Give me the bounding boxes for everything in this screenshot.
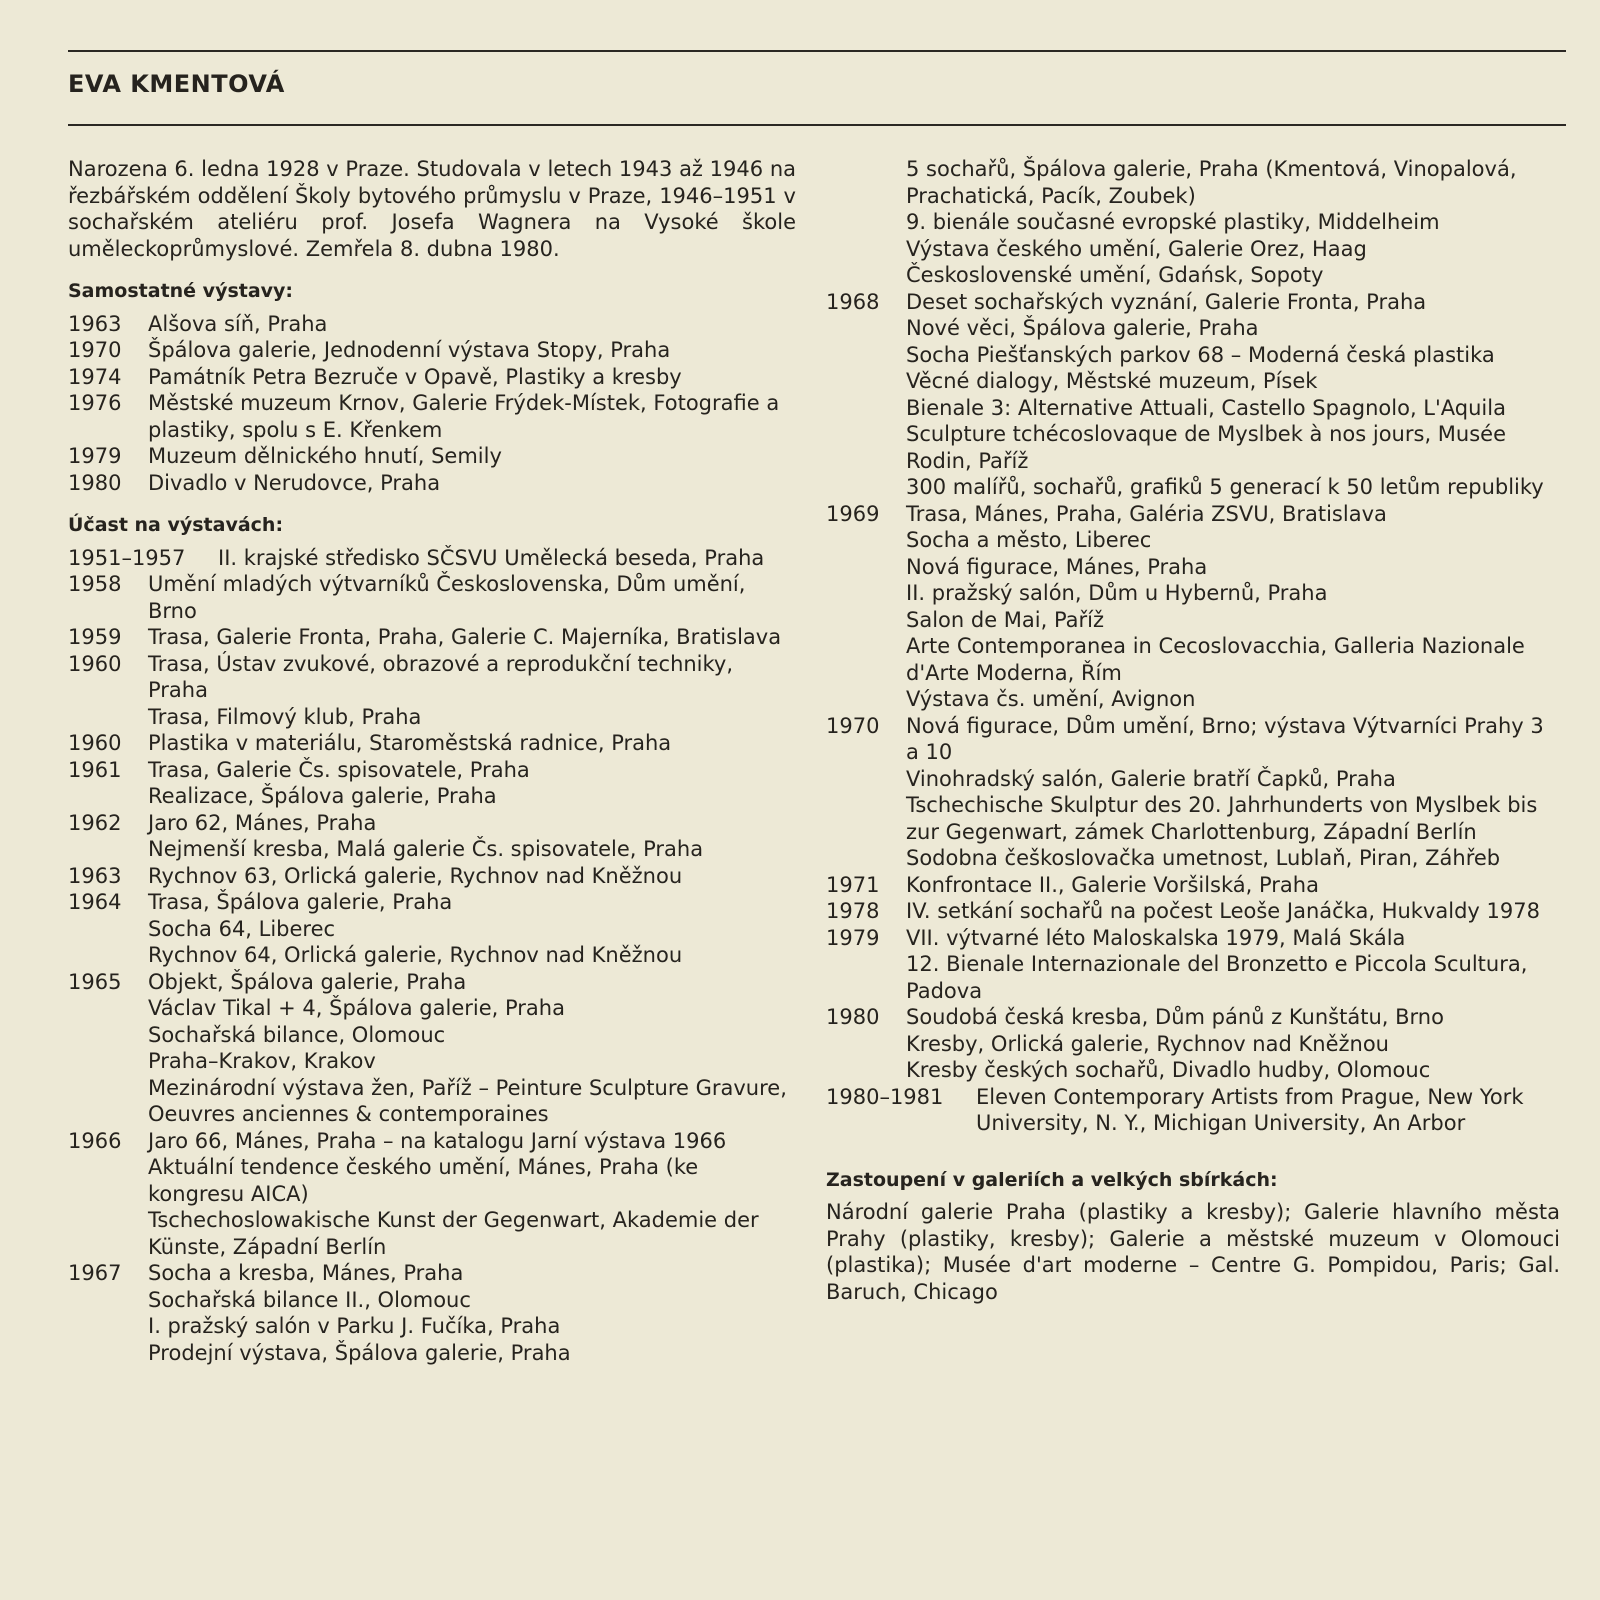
exhibition-entry	[68, 651, 796, 731]
entry-year: 1980	[68, 470, 122, 495]
entry-year: 1980	[826, 1005, 880, 1029]
entry-year: 1979	[826, 925, 880, 950]
entry-items	[906, 898, 1560, 925]
collections-text: Národní galerie Praha (plastiky a kresby); Galerie hlavního města Prahy (plastiky, kresby); Galerie a městské muzeum v Olomouci (plastika); Musée d'art moderne – Centre G. Pompidou, Paris; Gal. Baruch, Chicago	[826, 1200, 1560, 1304]
exhibition-entry	[826, 289, 1560, 501]
top-rule	[68, 50, 1566, 52]
exhibition-item: Trasa, Ústav zvukové, obrazové a reprodukční techniky, Praha	[148, 651, 734, 702]
exhibition-item: II. krajské středisko SČSVU Umělecká beseda, Praha	[218, 545, 765, 570]
entry-year: 1980–1981	[826, 1084, 944, 1109]
entry-year: 1964	[68, 890, 122, 914]
exhibition-item: Eleven Contemporary Artists from Prague, New York University, N. Y., Michigan University, An Arbor	[976, 1084, 1524, 1135]
exhibition-item: Realizace, Špálova galerie, Praha	[148, 784, 497, 808]
exhibition-item: Socha a město, Liberec	[906, 528, 1152, 552]
entry-items	[148, 311, 796, 338]
entry-items	[906, 872, 1560, 899]
entry-items	[976, 1084, 1560, 1137]
entry-items	[148, 443, 796, 470]
entry-year: 1960	[68, 651, 122, 676]
exhibition-item: Umění mladých výtvarníků Československa, Dům umění, Brno	[148, 572, 746, 623]
exhibition-entry	[826, 925, 1560, 1005]
entry-year: 1966	[68, 1128, 122, 1153]
exhibition-entry	[826, 501, 1560, 713]
exhibition-item: Praha–Krakov, Krakov	[148, 1049, 376, 1073]
entry-items	[148, 624, 796, 651]
exhibition-item: Trasa, Filmový klub, Praha	[148, 704, 422, 729]
group-heading: Účast na výstavách:	[68, 514, 284, 536]
exhibition-entry	[68, 364, 796, 391]
exhibition-item: Jaro 62, Mánes, Praha	[148, 810, 377, 835]
exhibition-item: Rychnov 64, Orlická galerie, Rychnov nad Kněžnou	[148, 943, 683, 967]
entry-year: 1951–1957	[68, 545, 186, 570]
exhibition-item: Nová figurace, Dům umění, Brno; výstava Výtvarníci Prahy 3 a 10	[906, 713, 1544, 764]
biography: Narozena 6. ledna 1928 v Praze. Studovala v letech 1943 až 1946 na řezbářském oddělení Školy bytového průmyslu v Praze, 1946–1951 v sochařském ateliéru prof. Josefa Wagnera na Vysoké škole uměleckoprůmyslové. Zemřela 8. dubna 1980.	[68, 157, 796, 261]
entry-year: 1968	[826, 289, 880, 314]
entry-items	[148, 364, 796, 391]
entry-year: 1978	[826, 899, 880, 923]
collections-heading: Zastoupení v galeriích a velkých sbírkách:	[826, 1168, 1278, 1191]
exhibition-item: Sodobna češkoslovačka umetnost, Lublaň, Piran, Záhřeb	[906, 846, 1501, 870]
entry-year: 1971	[826, 872, 880, 897]
exhibition-item: Nejmenší kresba, Malá galerie Čs. spisovatele, Praha	[148, 837, 704, 861]
exhibition-entry	[68, 1260, 796, 1366]
exhibition-item: Městské muzeum Krnov, Galerie Frýdek-Místek, Fotografie a plastiky, spolu s E. Křenkem	[148, 391, 780, 442]
entry-year: 1958	[68, 572, 122, 596]
exhibition-entry	[68, 337, 796, 364]
exhibition-item: 12. Bienale Internazionale del Bronzetto e Piccola Scultura, Padova	[906, 952, 1528, 1003]
entry-year: 1963	[68, 311, 122, 336]
entry-items	[906, 1004, 1560, 1084]
entry-year: 1969	[826, 501, 880, 526]
exhibition-item: Trasa, Galerie Čs. spisovatele, Praha	[148, 757, 530, 782]
solo-heading: Samostatné výstavy:	[68, 280, 294, 302]
exhibition-item: Václav Tikal + 4, Špálova galerie, Praha	[148, 996, 565, 1020]
exhibition-item: Památník Petra Bezruče v Opavě, Plastiky a kresby	[148, 364, 682, 389]
entry-year: 1979	[68, 444, 122, 468]
exhibition-item: Sochařská bilance, Olomouc	[148, 1022, 446, 1047]
entry-items	[148, 651, 796, 731]
exhibition-item: 300 malířů, sochařů, grafiků 5 generací k 50 letům republiky	[906, 475, 1544, 499]
exhibition-item: Plastika v materiálu, Staroměstská radnice, Praha	[148, 731, 672, 755]
group-exhibitions-list-continued	[826, 289, 1560, 1137]
left-column	[68, 156, 796, 1366]
exhibition-item: Mezinárodní výstava žen, Paříž – Peinture Sculpture Gravure, Oeuvres anciennes & contemporaines	[148, 1075, 787, 1126]
exhibition-item: Sculpture tchécoslovaque de Myslbek à nos jours, Musée Rodin, Paříž	[906, 422, 1506, 473]
entry-items	[906, 501, 1560, 713]
exhibition-entry	[68, 863, 796, 890]
entry-year: 1974	[68, 364, 122, 389]
exhibition-entry	[826, 872, 1560, 899]
exhibition-item: Trasa, Galerie Fronta, Praha, Galerie C. Majerníka, Bratislava	[148, 625, 782, 649]
exhibition-item: Socha Piešťanských parkov 68 – Moderná česká plastika	[906, 342, 1495, 367]
page-title: EVA KMENTOVÁ	[68, 70, 285, 98]
entry-year: 1962	[68, 810, 122, 835]
exhibition-entry	[68, 757, 796, 810]
entry-items	[906, 925, 1560, 1005]
exhibition-item: Muzeum dělnického hnutí, Semily	[148, 444, 502, 468]
entry-year: 1970	[68, 338, 122, 362]
exhibition-item: Sochařská bilance II., Olomouc	[148, 1287, 471, 1312]
exhibition-item: 9. bienále současné evropské plastiky, Middelheim	[906, 210, 1440, 234]
exhibition-entry	[68, 571, 796, 624]
exhibition-item: Bienale 3: Alternative Attuali, Castello Spagnolo, L'Aquila	[906, 395, 1506, 420]
exhibition-entry	[826, 1004, 1560, 1084]
exhibition-entry	[68, 390, 796, 443]
exhibition-item: Socha 64, Liberec	[148, 916, 336, 941]
exhibition-item: Objekt, Špálova galerie, Praha	[148, 969, 467, 994]
exhibition-item: VII. výtvarné léto Maloskalska 1979, Malá Skála	[906, 925, 1406, 950]
exhibition-item: Špálova galerie, Jednodenní výstava Stopy, Praha	[148, 338, 671, 362]
entry-items	[148, 337, 796, 364]
exhibition-item: IV. setkání sochařů na počest Leoše Janáčka, Hukvaldy 1978	[906, 899, 1540, 923]
exhibition-entry	[68, 624, 796, 651]
exhibition-item: Nové věci, Špálova galerie, Praha	[906, 316, 1259, 340]
group-exhibitions-list	[68, 545, 796, 1367]
exhibition-item: II. pražský salón, Dům u Hybernů, Praha	[906, 581, 1328, 605]
exhibition-item: Socha a kresba, Mánes, Praha	[148, 1261, 464, 1285]
exhibition-entry	[68, 545, 796, 572]
entry-items	[148, 757, 796, 810]
entry-year: 1961	[68, 757, 122, 782]
entry-items	[218, 545, 796, 572]
exhibition-item: Alšova síň, Praha	[148, 311, 328, 336]
entry-year: 1959	[68, 625, 122, 649]
entry-year: 1960	[68, 731, 122, 755]
exhibition-item: Kresby, Orlická galerie, Rychnov nad Kněžnou	[906, 1031, 1389, 1056]
exhibition-entry	[68, 311, 796, 338]
exhibition-entry	[826, 898, 1560, 925]
exhibition-item: Deset sochařských vyznání, Galerie Fronta, Praha	[906, 289, 1427, 314]
continued-1967-items	[826, 156, 1560, 289]
entry-year: 1970	[826, 713, 880, 738]
exhibition-entry	[68, 470, 796, 497]
exhibition-item: Trasa, Špálova galerie, Praha	[148, 890, 453, 914]
exhibition-item: I. pražský salón v Parku J. Fučíka, Praha	[148, 1314, 561, 1338]
exhibition-item: Tschechische Skulptur des 20. Jahrhunderts von Myslbek bis zur Gegenwart, zámek Charlottenburg, Západní Berlín	[906, 793, 1538, 844]
entry-year: 1963	[68, 863, 122, 888]
entry-items	[906, 713, 1560, 872]
exhibition-item: Nová figurace, Mánes, Praha	[906, 554, 1208, 579]
exhibition-item: Výstava čs. umění, Avignon	[906, 687, 1196, 711]
exhibition-item: Československé umění, Gdańsk, Sopoty	[906, 263, 1324, 287]
entry-year: 1976	[68, 391, 122, 415]
right-column	[826, 156, 1560, 1305]
entry-items	[148, 1128, 796, 1261]
entry-items	[148, 730, 796, 757]
entry-items	[148, 810, 796, 863]
exhibition-entry	[68, 810, 796, 863]
exhibition-item: Výstava českého umění, Galerie Orez, Haag	[906, 236, 1367, 261]
exhibition-item: Kresby českých sochařů, Divadlo hudby, Olomouc	[906, 1058, 1431, 1082]
exhibition-item: Konfrontace II., Galerie Voršilská, Praha	[906, 872, 1319, 897]
entry-items	[148, 470, 796, 497]
exhibition-item: Divadlo v Nerudovce, Praha	[148, 470, 441, 495]
entry-items	[148, 571, 796, 624]
exhibition-entry	[68, 730, 796, 757]
entry-items	[148, 863, 796, 890]
solo-exhibitions-list	[68, 311, 796, 497]
exhibition-item: 5 sochařů, Špálova galerie, Praha (Kmentová, Vinopalová, Prachatická, Pacík, Zoubek)	[906, 157, 1517, 208]
entry-items	[148, 889, 796, 969]
exhibition-item: Prodejní výstava, Špálova galerie, Praha	[148, 1340, 571, 1365]
exhibition-item: Soudobá česká kresba, Dům pánů z Kunštátu, Brno	[906, 1005, 1444, 1029]
entry-year: 1965	[68, 969, 122, 994]
exhibition-entry	[826, 1084, 1560, 1137]
title-rule	[68, 124, 1566, 126]
exhibition-entry	[68, 889, 796, 969]
exhibition-item: Trasa, Mánes, Praha, Galéria ZSVU, Bratislava	[906, 501, 1387, 526]
exhibition-entry	[68, 1128, 796, 1261]
exhibition-item: Aktuální tendence českého umění, Mánes, Praha (ke kongresu AICA)	[148, 1155, 699, 1206]
exhibition-item: Jaro 66, Mánes, Praha – na katalogu Jarní výstava 1966	[148, 1128, 727, 1153]
exhibition-item: Tschechoslowakische Kunst der Gegenwart, Akademie der Künste, Západní Berlín	[148, 1208, 759, 1259]
exhibition-item: Salon de Mai, Paříž	[906, 607, 1105, 632]
entry-items	[148, 390, 796, 443]
exhibition-item: Věcné dialogy, Městské muzeum, Písek	[906, 369, 1318, 393]
exhibition-entry	[826, 713, 1560, 872]
exhibition-entry	[68, 443, 796, 470]
entry-items	[148, 1260, 796, 1366]
entry-items	[148, 969, 796, 1128]
entry-items	[906, 289, 1560, 501]
exhibition-item: Arte Contemporanea in Cecoslovacchia, Galleria Nazionale d'Arte Moderna, Řím	[906, 634, 1525, 685]
exhibition-entry	[68, 969, 796, 1128]
exhibition-item: Rychnov 63, Orlická galerie, Rychnov nad Kněžnou	[148, 863, 683, 888]
entry-year: 1967	[68, 1261, 122, 1285]
exhibition-item: Vinohradský salón, Galerie bratří Čapků, Praha	[906, 766, 1396, 791]
